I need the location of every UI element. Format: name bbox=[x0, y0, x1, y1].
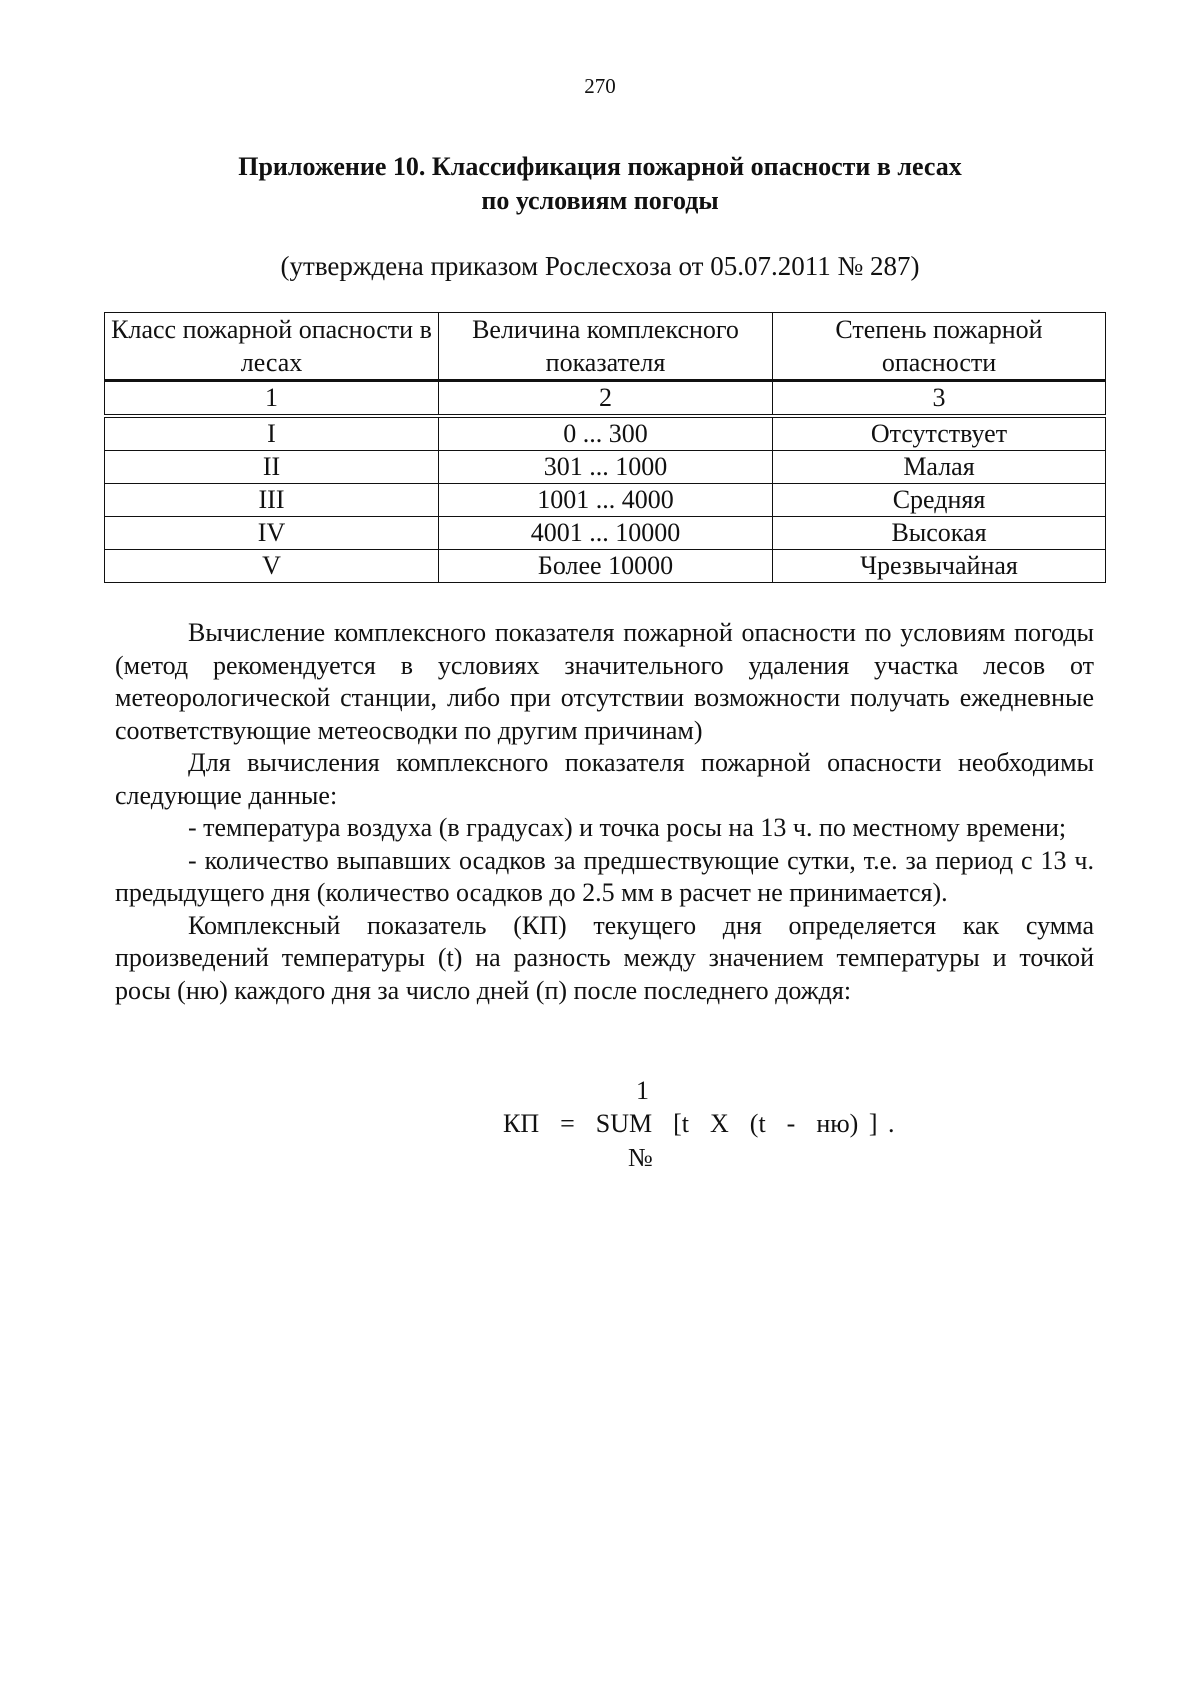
table-row bbox=[105, 517, 1106, 550]
danger-degree-cell: Высокая bbox=[773, 517, 1106, 550]
page-number: 270 bbox=[584, 74, 616, 98]
table-row bbox=[105, 550, 1106, 583]
column-number: 1 bbox=[105, 381, 439, 417]
paragraph-method-description: Вычисление комплексного показателя пожарной опасности по условиям погоды (метод рекомендуется в условиях значительного удаления участка лесов от метеорологической станции, либо при отсутствии возможности получать ежедневные соответствующие метеосводки по другим причинам) bbox=[115, 618, 1094, 745]
formula-lower-limit: № bbox=[628, 1143, 653, 1172]
body-text bbox=[115, 617, 1094, 1007]
title-line-2: по условиям погоды bbox=[481, 186, 719, 215]
appendix-title bbox=[0, 150, 1200, 218]
formula-upper-limit: 1 bbox=[636, 1076, 649, 1105]
index-range-cell: 301 ... 1000 bbox=[439, 451, 773, 484]
paragraph-precipitation-item: - количество выпавших осадков за предшествующие сутки, т.е. за период с 13 ч. предыдущего дня (количество осадков до 2.5 мм в расчет не принимается). bbox=[115, 845, 1094, 907]
index-range-cell: Более 10000 bbox=[439, 550, 773, 583]
class-cell: V bbox=[105, 550, 439, 583]
index-range-cell: 0 ... 300 bbox=[439, 416, 773, 451]
header-index-value: Величина комплексного показателя bbox=[439, 313, 773, 381]
paragraph-required-data: Для вычисления комплексного показателя пожарной опасности необходимы следующие данные: bbox=[115, 748, 1094, 810]
danger-degree-cell: Отсутствует bbox=[773, 416, 1106, 451]
formula-expression: КП = SUM [t X (t - ню) ] . bbox=[503, 1109, 895, 1138]
table-row bbox=[105, 416, 1106, 451]
table-row bbox=[105, 484, 1106, 517]
paragraph-temperature-item: - температура воздуха (в градусах) и точка росы на 13 ч. по местному времени; bbox=[188, 813, 1067, 842]
class-cell: II bbox=[105, 451, 439, 484]
index-range-cell: 4001 ... 10000 bbox=[439, 517, 773, 550]
column-number-row bbox=[105, 381, 1106, 417]
header-class: Класс пожарной опасности в лесах bbox=[105, 313, 439, 381]
column-number: 3 bbox=[773, 381, 1106, 417]
table-row bbox=[105, 451, 1106, 484]
class-cell: III bbox=[105, 484, 439, 517]
class-cell: IV bbox=[105, 517, 439, 550]
danger-degree-cell: Средняя bbox=[773, 484, 1106, 517]
class-cell: I bbox=[105, 416, 439, 451]
table-header-row bbox=[105, 313, 1106, 381]
approval-note: (утверждена приказом Рослесхоза от 05.07.2011 № 287) bbox=[280, 251, 920, 281]
title-line-1: Приложение 10. Классификация пожарной опасности в лесах bbox=[238, 152, 962, 181]
fire-danger-classification-table bbox=[104, 312, 1106, 583]
danger-degree-cell: Чрезвычайная bbox=[773, 550, 1106, 583]
danger-degree-cell: Малая bbox=[773, 451, 1106, 484]
header-danger-degree: Степень пожарной опасности bbox=[773, 313, 1106, 381]
column-number: 2 bbox=[439, 381, 773, 417]
paragraph-index-definition: Комплексный показатель (КП) текущего дня определяется как сумма произведений температуры (t) на разность между значением температуры и точкой росы (ню) каждого дня за число дней (п) после последнего дождя: bbox=[115, 910, 1094, 1005]
index-range-cell: 1001 ... 4000 bbox=[439, 484, 773, 517]
